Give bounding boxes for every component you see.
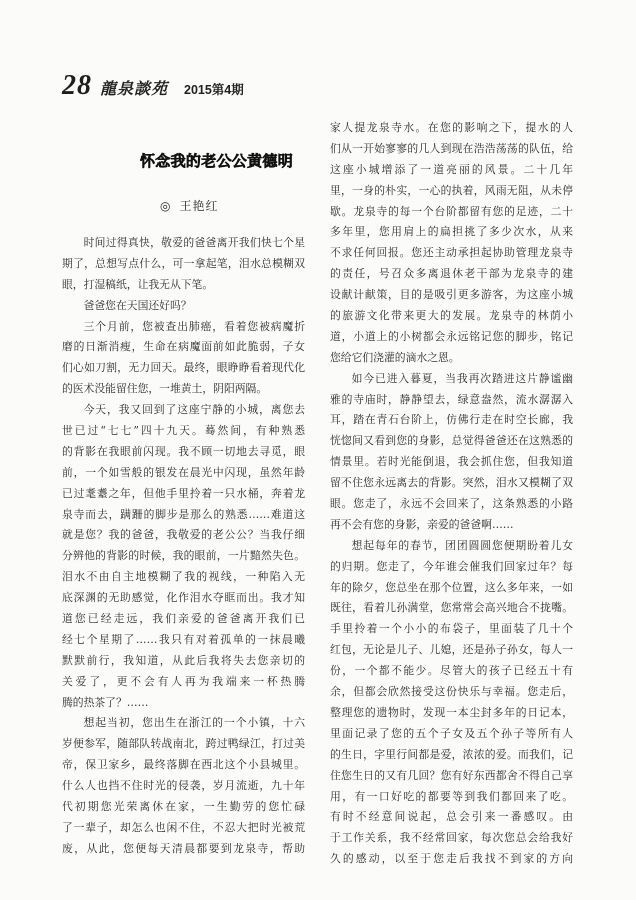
text-line: 已过耄耋之年，但他手里拎着一只水桶，奔着龙 [62,486,305,500]
text-line: 多年里，您用肩上的扁担挑了多少次水，从来 [330,225,573,239]
text-line: 底深渊的无助感觉，化作泪水夺眶而出。我才知 [62,591,305,605]
text-line: 磨的日渐消瘦，生命在病魔面前如此脆弱，子女 [62,340,305,354]
text-line: 帝，保卫家乡，最终落脚在西北这个小县城里。 [62,758,305,772]
text-line: 经七个星期了……我只有对着孤单的一抹晨曦 [62,632,305,646]
text-line: 世已过“七七”四十九天。蓦然间，有种熟悉 [62,424,305,438]
article-title: 怀念我的老公公黄德明 [140,152,294,170]
text-line: 的医术没能留住您，一堆黄土，阴阳两隔。 [62,382,268,396]
paragraph [62,233,305,296]
text-line: 关爱了，更不会有人再为我端来一杯热腾 [62,674,305,688]
text-line: 三个月前，您被查出肺癌，看着您被病魔折 [83,319,305,333]
text-line: 耳，踏在青石台阶上，仿佛行走在时空长廊，我 [330,413,573,427]
text-line: 红包，无论是儿子、儿媳，还是孙子孙女，每人一 [330,643,573,657]
text-line: 了一辈子，却怎么也闲不住，不忍大把时光被荒 [62,820,305,834]
text-line: 歇。龙泉寺的每一个台阶都留有您的足迹，二十 [330,204,573,218]
text-line: 里面记录了您的五个子女及五个孙子等所有人 [330,726,573,740]
text-line: 的背影在我眼前闪现。我不顾一切地去寻觅，眼 [62,444,305,458]
text-line: 道您已经走远，我们亲爱的爸爸离开我们已 [62,612,305,626]
text-line: 眼，打湿稿纸，让我无从下笔。 [62,277,214,291]
text-line: 什么人也挡不住时光的侵袭，岁月流逝，九十年 [62,779,305,793]
text-line: 期了，总想写点什么，可一拿起笔，泪水总模糊双 [62,256,305,270]
paragraph [62,400,305,713]
text-line: 泪水不由自主地模糊了我的视线，一种陷入无 [62,570,305,584]
text-line: 整理您的遗物时，发现一本尘封多年的日记本， [330,705,573,719]
text-line: 泉寺而去，蹒跚的脚步是那么的熟悉……难道这 [62,507,305,521]
text-line: 分辨他的背影的时候，我的眼前，一片黯然失色。 [62,549,305,563]
text-line: 余，但都会欣然接受这份快乐与幸福。您走后， [330,685,573,699]
text-line: 们心如刀割，无力回天。最终，眼睁睁看着现代化 [62,361,305,375]
text-line: 腾的热茶了？…… [62,695,149,709]
text-line: 恍惚间又看到您的身影，总觉得爸爸还在这熟悉的 [330,434,573,448]
text-line: 废，从此，您便每天清晨都要到龙泉寺，帮助 [62,841,305,855]
text-line: 雅的寺庙时，静静望去，绿意盎然，流水潺潺入 [330,392,573,406]
text-line: 的生日，字里行间都是爱，浓浓的爱。而我们，记 [330,747,573,761]
text-line: 您给它们浇灌的滴水之恩。 [330,350,460,364]
byline [160,197,219,215]
text-line: 的归期。您走了，今年谁会催我们回家过年？每 [330,559,573,573]
text-line: 家人提龙泉寺水。在您的影响之下，提水的人 [330,121,573,134]
paragraph [330,536,573,870]
text-line: 代初期您光荣离休在家，一生勤劳的您忙碌 [62,800,305,814]
text-line: 道，小道上的小树都会永远铭记您的脚步，铭记 [330,329,573,343]
text-line: 年的除夕，您总坐在那个位置，这么多年来，一如 [330,580,573,594]
text-line: 于工作关系，我不经常回家，每次您总会给我好 [330,831,573,845]
text-line: 想起当初，您出生在浙江的一个小镇，十六 [83,716,305,730]
text-line: 有时不经意间说起，总会引来一番感叹。由 [330,810,573,824]
text-line: 里，一身的朴实，一心的执着，风雨无阻，从未停 [330,183,573,197]
page-number: 28 [62,70,92,101]
text-line: 住您生日的又有几回？您有好东西都舍不得自己享 [330,768,573,782]
text-line: 想起每年的春节，团团圆圆您便期盼着儿女 [351,538,573,552]
text-line: 今天，我又回到了这座宁静的小城，离您去 [83,403,305,417]
text-line: 的责任，号召众多离退休老干部为龙泉寺的建 [330,267,573,281]
text-line: 久的感动，以至于您走后我找不到家的方向 [330,852,573,866]
column-right [330,118,573,870]
magazine-title: 龍泉談苑 [100,79,169,98]
issue-label: 2015第4期 [184,83,244,97]
paragraph [62,317,305,401]
paragraph [330,369,573,536]
text-line: 设献计献策，目的是吸引更多游客，为这座小城 [330,288,573,302]
text-line: 这座小城增添了一道亮丽的风景。二十几年 [330,162,573,176]
text-line: 时间过得真快，敬爱的爸爸离开我们快七个星 [83,236,305,249]
text-line: 既往，看着儿孙满堂，您常常会高兴地合不拢嘴。 [330,601,573,615]
text-line: 爸爸您在天国还好吗？ [83,298,192,312]
text-line: 情景里。若时光能倒退，我会抓住您，但我知道 [330,455,573,469]
text-line: 岁便参军，随部队转战南北，跨过鸭绿江，打过美 [62,737,305,751]
paragraph-continued [330,118,573,369]
text-line: 的旅游文化带来更大的发展。龙泉寺的林荫小 [330,309,573,323]
text-line: 默默前行，我知道，从此后我将失去您亲切的 [62,653,305,667]
author-mark: ◎ [160,199,171,213]
paragraph [62,296,305,317]
text-line: 眼。您走了，永远不会回来了，这条熟悉的小路 [330,497,573,511]
text-line: 前，一个如雪般的银发在晨光中闪现，虽然年龄 [62,465,305,479]
text-line: 就是您？我的爸爸，我敬爱的老公公？当我仔细 [62,528,305,542]
text-line: 们从一开始寥寥的几人到现在浩浩荡荡的队伍，给 [330,141,573,155]
text-line: 份，一个都不能少。尽管大的孩子已经五十有 [330,664,573,678]
column-left [62,233,305,860]
text-line: 如今已进入暮夏，当我再次踏进这片静谧幽 [351,371,573,385]
text-line: 手里拎着一个小小的布袋子，里面装了几十个 [330,622,573,636]
paragraph [62,713,305,859]
text-line: 留不住您永远离去的背影。突然，泪水又模糊了双 [330,476,573,490]
text-line: 不求任何回报。您还主动承担起协助管理龙泉寺 [330,246,573,260]
author-name: 王艳红 [179,199,219,213]
text-line: 再不会有您的身影，亲爱的爸爸啊…… [330,517,514,531]
text-line: 用，有一口好吃的都要等到我们都回来了吃。 [330,789,573,803]
